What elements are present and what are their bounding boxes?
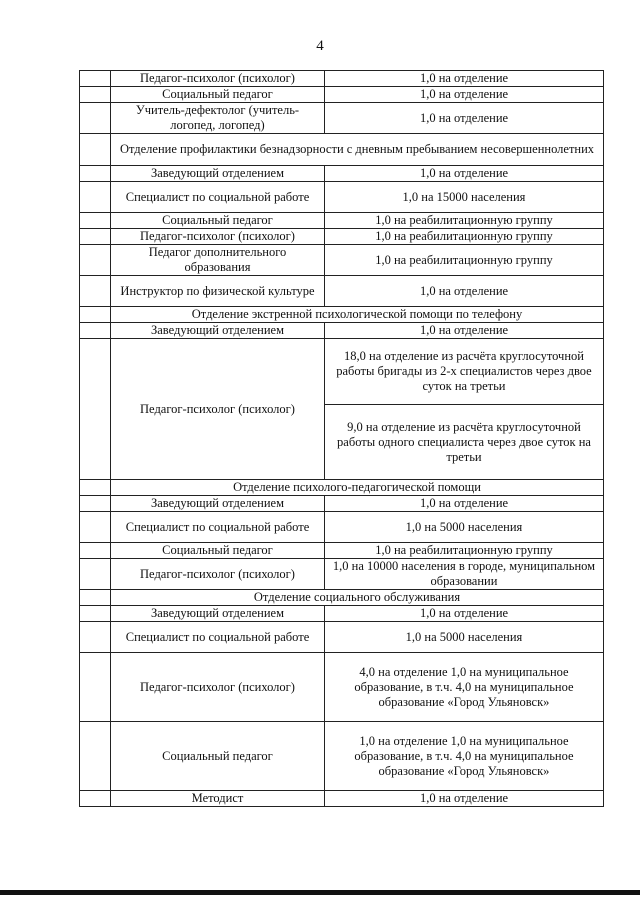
index-cell xyxy=(80,229,111,245)
norm-cell: 1,0 на 5000 населения xyxy=(325,512,604,543)
norm-cell: 1,0 на отделение xyxy=(325,606,604,622)
section-title: Отделение экстренной психологической помощи по телефону xyxy=(111,307,604,323)
index-cell xyxy=(80,182,111,213)
table-row xyxy=(80,182,604,213)
norm-cell: 1,0 на отделение xyxy=(325,276,604,307)
norm-cell: 18,0 на отделение из расчёта круглосуточной работы бригады из 2-х специалистов через двое суток на третьи xyxy=(325,339,604,405)
norm-cell: 1,0 на реабилитационную группу xyxy=(325,245,604,276)
index-cell xyxy=(80,87,111,103)
section-header-row xyxy=(80,307,604,323)
table-row xyxy=(80,166,604,182)
table-row xyxy=(80,339,604,405)
table-row xyxy=(80,722,604,791)
table-row xyxy=(80,71,604,87)
position-cell: Учитель-дефектолог (учитель-логопед, логопед) xyxy=(111,103,325,134)
position-cell: Заведующий отделением xyxy=(111,166,325,182)
index-cell xyxy=(80,653,111,722)
norm-cell: 1,0 на отделение xyxy=(325,323,604,339)
norm-cell: 1,0 на отделение xyxy=(325,71,604,87)
table-row xyxy=(80,622,604,653)
table-row xyxy=(80,213,604,229)
table-row xyxy=(80,103,604,134)
position-cell: Специалист по социальной работе xyxy=(111,512,325,543)
position-cell: Специалист по социальной работе xyxy=(111,622,325,653)
table-row xyxy=(80,653,604,722)
scan-edge-bar xyxy=(0,890,640,895)
index-cell xyxy=(80,559,111,590)
position-cell: Заведующий отделением xyxy=(111,323,325,339)
section-header-row xyxy=(80,134,604,166)
table-row xyxy=(80,791,604,807)
norm-cell: 1,0 на реабилитационную группу xyxy=(325,543,604,559)
index-cell xyxy=(80,134,111,166)
index-cell xyxy=(80,276,111,307)
staffing-table-body xyxy=(80,71,604,807)
index-cell xyxy=(80,722,111,791)
index-cell xyxy=(80,339,111,480)
staffing-table xyxy=(79,70,604,807)
norm-cell: 1,0 на 15000 населения xyxy=(325,182,604,213)
position-cell: Методист xyxy=(111,791,325,807)
table-row xyxy=(80,323,604,339)
section-title: Отделение профилактики безнадзорности с дневным пребыванием несовершеннолетних xyxy=(111,134,604,166)
position-cell: Педагог-психолог (психолог) xyxy=(111,71,325,87)
index-cell xyxy=(80,103,111,134)
index-cell xyxy=(80,512,111,543)
position-cell: Социальный педагог xyxy=(111,87,325,103)
norm-cell: 1,0 на реабилитационную группу xyxy=(325,229,604,245)
norm-cell: 1,0 на отделение xyxy=(325,791,604,807)
table-row xyxy=(80,276,604,307)
index-cell xyxy=(80,245,111,276)
position-cell: Педагог дополнительного образования xyxy=(111,245,325,276)
position-cell: Заведующий отделением xyxy=(111,606,325,622)
section-title: Отделение психолого-педагогической помощи xyxy=(111,480,604,496)
norm-cell: 1,0 на отделение xyxy=(325,87,604,103)
index-cell xyxy=(80,323,111,339)
table-row xyxy=(80,543,604,559)
norm-cell: 1,0 на 5000 населения xyxy=(325,622,604,653)
norm-cell: 1,0 на отделение 1,0 на муниципальное образование, в т.ч. 4,0 на муниципальное образование «Город Ульяновск» xyxy=(325,722,604,791)
position-cell: Социальный педагог xyxy=(111,543,325,559)
index-cell xyxy=(80,622,111,653)
position-cell: Педагог-психолог (психолог) xyxy=(111,559,325,590)
norm-cell: 1,0 на отделение xyxy=(325,166,604,182)
section-header-row xyxy=(80,480,604,496)
index-cell xyxy=(80,480,111,496)
index-cell xyxy=(80,496,111,512)
table-row xyxy=(80,229,604,245)
index-cell xyxy=(80,590,111,606)
index-cell xyxy=(80,166,111,182)
position-cell: Педагог-психолог (психолог) xyxy=(111,653,325,722)
table-row xyxy=(80,245,604,276)
index-cell xyxy=(80,307,111,323)
norm-cell: 1,0 на реабилитационную группу xyxy=(325,213,604,229)
position-cell: Педагог-психолог (психолог) xyxy=(111,339,325,480)
index-cell xyxy=(80,791,111,807)
position-cell: Социальный педагог xyxy=(111,213,325,229)
table-row xyxy=(80,559,604,590)
section-title: Отделение социального обслуживания xyxy=(111,590,604,606)
table-row xyxy=(80,496,604,512)
position-cell: Инструктор по физической культуре xyxy=(111,276,325,307)
index-cell xyxy=(80,606,111,622)
section-header-row xyxy=(80,590,604,606)
position-cell: Социальный педагог xyxy=(111,722,325,791)
index-cell xyxy=(80,543,111,559)
norm-cell: 1,0 на отделение xyxy=(325,496,604,512)
position-cell: Специалист по социальной работе xyxy=(111,182,325,213)
index-cell xyxy=(80,71,111,87)
norm-cell: 4,0 на отделение 1,0 на муниципальное образование, в т.ч. 4,0 на муниципальное образование «Город Ульяновск» xyxy=(325,653,604,722)
norm-cell: 9,0 на отделение из расчёта круглосуточной работы одного специалиста через двое суток на третьи xyxy=(325,405,604,480)
index-cell xyxy=(80,213,111,229)
table-row xyxy=(80,512,604,543)
table-row xyxy=(80,606,604,622)
position-cell: Педагог-психолог (психолог) xyxy=(111,229,325,245)
table-row xyxy=(80,87,604,103)
page-number: 4 xyxy=(316,38,324,54)
position-cell: Заведующий отделением xyxy=(111,496,325,512)
norm-cell: 1,0 на 10000 населения в городе, муниципальном образовании xyxy=(325,559,604,590)
norm-cell: 1,0 на отделение xyxy=(325,103,604,134)
